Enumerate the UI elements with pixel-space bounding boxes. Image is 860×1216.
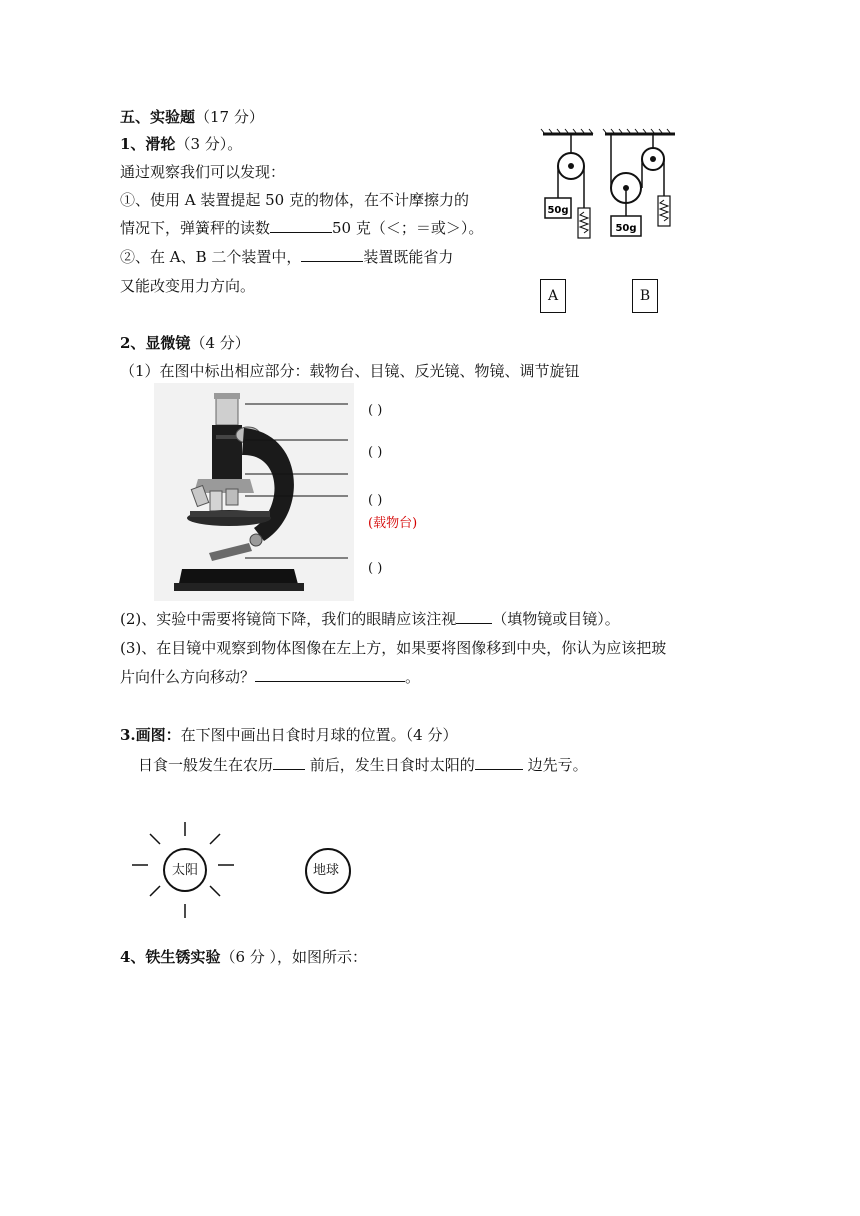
q3-line2: 日食一般发生在农历 前后，发生日食时太阳的 边先亏。 xyxy=(138,756,588,774)
q1-item2-line1: ②、在 A、B 二个装置中， 装置既能省力 xyxy=(120,248,454,266)
q1-title: 1、滑轮 xyxy=(120,135,176,153)
q2-title: 2、显微镜 xyxy=(120,334,191,352)
microscope-label-5[interactable]: ( ) xyxy=(368,561,383,576)
section-score: （17 分） xyxy=(195,108,264,126)
q3-heading xyxy=(120,725,458,745)
q3-title: 3.画图： xyxy=(120,726,181,744)
q3-answer-blank-1[interactable] xyxy=(273,755,305,770)
q2-heading xyxy=(120,333,250,353)
q2-part3-line1: (3)、在目镜中观察到物体图像在左上方，如果要将图像移到中央，你认为应该把玻 xyxy=(120,639,667,657)
q2-score: （4 分） xyxy=(190,334,250,352)
q2-answer-blank-2[interactable] xyxy=(255,667,405,682)
earth-label: 地球 xyxy=(313,863,340,878)
q2-part3-line2: 片向什么方向移动？ 。 xyxy=(120,668,421,686)
q1-item2-line2: 又能改变用力方向。 xyxy=(120,277,256,295)
microscope-label-1[interactable]: ( ) xyxy=(368,403,383,418)
q1-answer-blank-2[interactable] xyxy=(301,247,363,262)
q2-part1: （1）在图中标出相应部分：载物台、目镜、反光镜、物镜、调节旋钮 xyxy=(120,362,580,380)
microscope-label-stage: (载物台) xyxy=(368,516,418,531)
pulley-diagram xyxy=(535,128,685,248)
q2-answer-blank-1[interactable] xyxy=(456,609,492,624)
microscope-label-2[interactable]: ( ) xyxy=(368,445,383,460)
q3-text: 在下图中画出日食时月球的位置。（4 分） xyxy=(180,726,458,744)
q3-answer-blank-2[interactable] xyxy=(475,755,523,770)
section-heading xyxy=(120,107,264,127)
q4-heading xyxy=(120,947,367,967)
q1-heading xyxy=(120,134,242,154)
q4-text: （6 分 ），如图所示： xyxy=(220,948,368,966)
q1-intro: 通过观察我们可以发现： xyxy=(120,163,286,181)
section-title: 五、实验题 xyxy=(120,108,196,126)
q1-answer-blank-1[interactable] xyxy=(270,218,332,233)
q1-item1-line2: 情况下，弹簧秤的读数 50 克（＜；＝或＞）。 xyxy=(120,219,484,237)
sun-label: 太阳 xyxy=(172,863,199,878)
pulley-label-a: A xyxy=(540,279,566,313)
weight-a-label: 50g xyxy=(547,205,569,216)
microscope-pointer-lines xyxy=(240,395,350,565)
q2-part2: (2)、实验中需要将镜筒下降，我们的眼睛应该注视 （填物镜或目镜）。 xyxy=(120,610,620,628)
pulley-label-b: B xyxy=(632,279,658,313)
q4-title: 4、铁生锈实验 xyxy=(120,948,221,966)
q1-item1-line1: ①、使用 A 装置提起 50 克的物体，在不计摩擦力的 xyxy=(120,191,469,209)
microscope-label-3[interactable]: ( ) xyxy=(368,493,383,508)
weight-b-label: 50g xyxy=(615,223,637,234)
q1-score: （3 分）。 xyxy=(175,135,243,153)
